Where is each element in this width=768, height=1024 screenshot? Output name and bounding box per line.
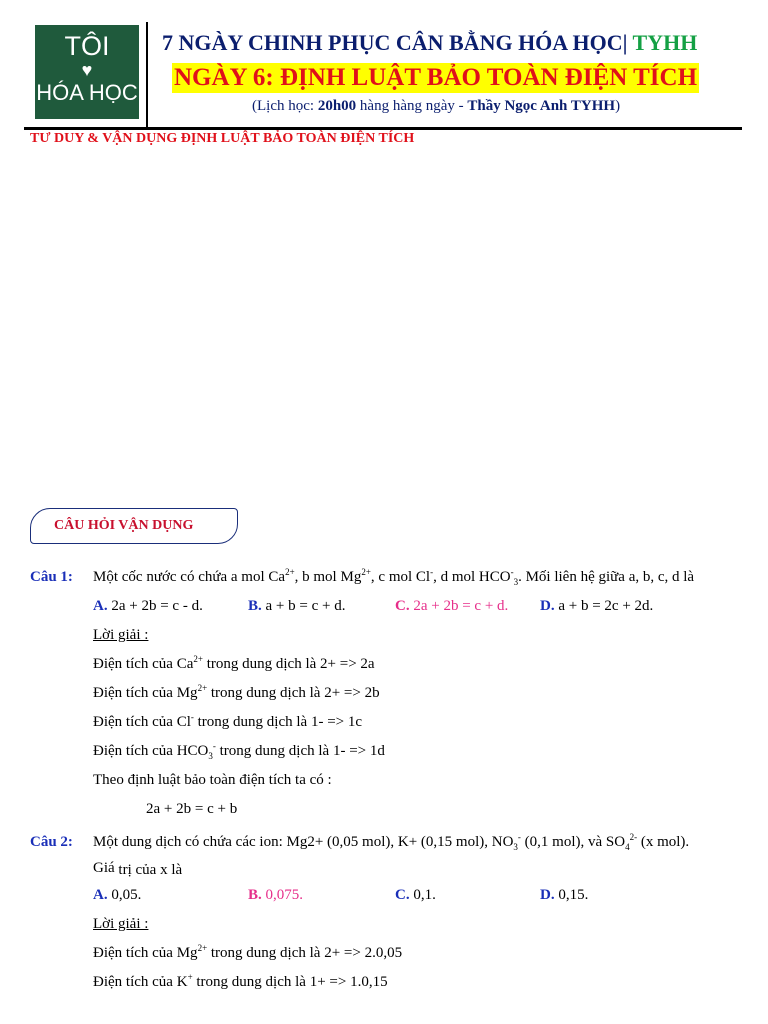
q2-s2sup: + <box>187 972 193 982</box>
q2-option-c-text: 0,1. <box>409 887 436 903</box>
q2-stem-continued <box>93 858 182 878</box>
q2-option-d-letter: D. <box>540 887 555 903</box>
q2-solution-line1 <box>93 943 402 963</box>
header-vertical-divider <box>146 22 148 129</box>
q1-number <box>30 567 73 587</box>
q2-stem-d: Giá <box>93 860 115 876</box>
q2-option-c[interactable] <box>395 885 436 905</box>
q1-s4b: trong dung dịch là 1- => 1d <box>215 743 385 759</box>
q1-sup3: - <box>430 567 434 577</box>
q2-s2a: Điện tích của K <box>93 974 188 990</box>
q1-stem-b: , b mol Mg <box>294 569 362 585</box>
q1-stem-a: Một cốc nước có chứa a mol Ca <box>93 569 286 585</box>
q1-option-c[interactable] <box>395 596 508 616</box>
q1-s2sup: 2+ <box>197 683 208 693</box>
q1-stem-e: . Mối liên hệ giữa a, b, c, d là <box>518 569 695 585</box>
q2-s1sup: 2+ <box>197 943 208 953</box>
title-main: 7 NGÀY CHINH PHỤC CÂN BẰNG HÓA HỌC| <box>162 30 628 55</box>
q2-number <box>30 832 73 852</box>
q1-stem-d: , d mol HCO <box>433 569 511 585</box>
q1-sup4: - <box>510 567 514 577</box>
q2-option-b-letter: B. <box>248 887 262 903</box>
q2-sup2: 2- <box>629 832 638 842</box>
q2-option-a-text: 0,05. <box>107 887 142 903</box>
q2-num: Câu 2: <box>30 834 73 850</box>
q1-solution-line5: Theo định luật bảo toàn điện tích ta có : <box>93 772 332 788</box>
schedule-mid: hàng hàng ngày - <box>356 98 468 114</box>
q2-option-c-letter: C. <box>395 887 410 903</box>
q1-solution-line3 <box>93 712 362 732</box>
q1-s4sub: 3 <box>208 751 213 761</box>
heart-icon: ♥ <box>81 60 93 80</box>
q1-option-a-letter: A. <box>93 598 108 614</box>
q1-sup2: 2+ <box>361 567 371 577</box>
q1-option-c-letter: C. <box>395 598 410 614</box>
q2-solution-label: Lời giải : <box>93 916 149 932</box>
q1-option-a[interactable] <box>93 596 203 616</box>
q1-option-b-text: a + b = c + d. <box>261 598 346 614</box>
q1-option-d-text: a + b = 2c + 2d. <box>554 598 654 614</box>
page-title <box>162 30 697 56</box>
header-divider <box>24 127 742 130</box>
q1-s3b: trong dung dịch là 1- => 1c <box>193 714 363 730</box>
q1-solution-line2 <box>93 683 380 703</box>
q2-sub2: 4 <box>625 842 630 852</box>
q1-option-c-text: 2a + 2b = c + d. <box>409 598 509 614</box>
q1-s3a: Điện tích của Cl <box>93 714 191 730</box>
q2-solution-line2 <box>93 972 388 992</box>
q1-option-b-letter: B. <box>248 598 262 614</box>
q2-s1a: Điện tích của Mg <box>93 945 198 961</box>
q1-stem <box>93 567 694 587</box>
schedule-line <box>252 98 620 115</box>
q2-sup1: - <box>517 832 521 842</box>
logo-line1: TÔI <box>64 31 110 61</box>
q2-stem-e: trị của x là <box>114 862 183 878</box>
logo <box>35 25 139 119</box>
q1-s1sup: 2+ <box>193 654 203 664</box>
q2-option-a-letter: A. <box>93 887 108 903</box>
page-subtitle: NGÀY 6: ĐỊNH LUẬT BẢO TOÀN ĐIỆN TÍCH <box>174 64 698 91</box>
q2-stem-c: (x mol). <box>637 834 690 850</box>
q1-option-a-text: 2a + 2b = c - d. <box>107 598 203 614</box>
q2-option-a[interactable] <box>93 885 141 905</box>
schedule-prefix: (Lịch học: <box>252 98 318 114</box>
q1-s3sup: - <box>190 712 194 722</box>
q1-s4a: Điện tích của HCO <box>93 743 209 759</box>
schedule-time: 20h00 <box>317 98 357 114</box>
q2-stem-b: (0,1 mol), và SO <box>520 834 626 850</box>
q2-option-d[interactable] <box>540 885 588 905</box>
q1-solution-line6: 2a + 2b = c + b <box>146 801 238 817</box>
q1-s1b: trong dung dịch là 2+ => 2a <box>202 656 375 672</box>
q1-sub4: 3 <box>513 577 519 587</box>
q1-s1a: Điện tích của Ca <box>93 656 194 672</box>
q1-option-b[interactable] <box>248 596 345 616</box>
section-pill <box>30 508 238 544</box>
q1-num: Câu 1: <box>30 569 73 585</box>
q2-option-d-text: 0,15. <box>554 887 589 903</box>
q1-stem-c: , c mol Cl <box>370 569 431 585</box>
q2-option-b[interactable] <box>248 885 303 905</box>
q1-s2a: Điện tích của Mg <box>93 685 198 701</box>
title-tag: TYHH <box>627 30 698 55</box>
q2-stem-a: Một dung dịch có chứa các ion: Mg2+ (0,05 mol), K+ (0,15 mol), NO <box>93 834 514 850</box>
q1-solution-label: Lời giải : <box>93 627 149 643</box>
pill-label: CÂU HỎI VẬN DỤNG <box>54 518 194 533</box>
q2-sub1: 3 <box>513 842 518 852</box>
logo-line2: HÓA HỌC <box>36 80 138 105</box>
q2-option-b-text: 0,075. <box>261 887 304 903</box>
schedule-suffix: ) <box>615 98 621 114</box>
q1-s2b: trong dung dịch là 2+ => 2b <box>207 685 380 701</box>
q2-s2b: trong dung dịch là 1+ => 1.0,15 <box>192 974 388 990</box>
q2-stem <box>93 832 689 852</box>
q1-sup1: 2+ <box>285 567 295 577</box>
q1-solution-line1 <box>93 654 375 674</box>
teacher-name: Thầy Ngọc Anh TYHH <box>467 98 616 114</box>
q1-option-d[interactable] <box>540 596 653 616</box>
q1-option-d-letter: D. <box>540 598 555 614</box>
q1-solution-line4 <box>93 741 385 761</box>
q2-s1b: trong dung dịch là 2+ => 2.0,05 <box>207 945 403 961</box>
q1-s4sup: - <box>212 741 216 751</box>
section-title: TƯ DUY & VẬN DỤNG ĐỊNH LUẬT BẢO TOÀN ĐIỆN TÍCH <box>30 131 415 146</box>
